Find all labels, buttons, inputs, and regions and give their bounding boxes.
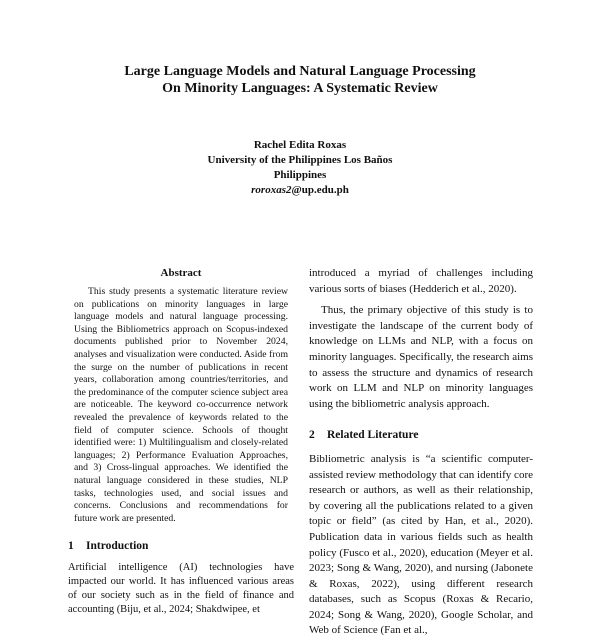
- paper-title: [40, 63, 560, 97]
- introduction-number: 1: [68, 540, 74, 553]
- introduction-title: Introduction: [86, 540, 149, 553]
- right-column: [309, 266, 533, 639]
- author-block: [40, 138, 560, 198]
- title-line-2: On Minority Languages: A Systematic Review: [162, 81, 438, 96]
- introduction-heading: [68, 539, 294, 553]
- introduction-paragraph: Artificial intelligence (AI) technologies have impacted our world. It has influenced various areas of our society such as in the field of finance and accounting (Biju, et al., 2024; Shakdwipee, et: [68, 562, 294, 616]
- author-name: Rachel Edita Roxas: [253, 139, 347, 151]
- abstract-heading: Abstract: [160, 267, 202, 279]
- related-number: 2: [309, 429, 315, 442]
- related-literature-heading: [309, 428, 533, 444]
- related-title: Related Literature: [327, 429, 419, 442]
- abstract-body: This study presents a systematic literature review on publications on minority languages in large language models and natural language processing. Using the Bibliometrics approach on Scopus-indexed documents published prior to November 2024, analyses and visualization were conducted. Aside from the surge on the number of publications in recent years, collaboration among countries/territories, and the predominance of the computer science subject area are noticeable. The keyword co-occurrence network revealed the prevalence of keywords related to the field of computer science. Schools of thought identified were: 1) Multilingualism and closely-related languages; 2) Performance Evaluation Approaches, and 3) Cross-lingual approaches. We identified the natural language considered in these studies, NLP tasks, technologies used, and social issues and concerns. Conclusions and recommendations for future work are presented.: [74, 286, 288, 524]
- email-user: roroxas2: [251, 184, 292, 196]
- author-affiliation: University of the Philippines Los Baños: [207, 154, 393, 166]
- author-country: Philippines: [273, 169, 327, 181]
- title-line-1: Large Language Models and Natural Language Processing: [124, 64, 476, 79]
- author-email[interactable]: [40, 183, 560, 198]
- related-paragraph: Bibliometric analysis is “a scientific computer-assisted review methodology that can identify core research or authors, as well as their relationship, by covering all the publications related to a given topic or field” (as cited by Han, et al., 2020). Publication data in various fields such as health policy (Fusco et al., 2020), education (Meyer et al. 2023; Song & Wang, 2020), and nursing (Jabonete & Roxas, 2022), using different research databases, such as Scopus (Roxas & Recario, 2024; Song & Wang, 2020), Google Scholar, and Web of Science (Fan et al.,: [309, 452, 533, 637]
- continuation-paragraph: introduced a myriad of challenges including various sorts of biases (Hedderich et al., 2020).: [309, 267, 533, 295]
- objective-paragraph: Thus, the primary objective of this study is to investigate the landscape of the current body of knowledge on LLMs and NLP, with a focus on minority languages. Specifically, the research aims to assess the structure and dynamics of research work on LLM and NLP on minority languages using the bibliometric analysis approach.: [309, 304, 533, 410]
- left-column: [68, 266, 294, 617]
- email-domain: @up.edu.ph: [291, 184, 349, 196]
